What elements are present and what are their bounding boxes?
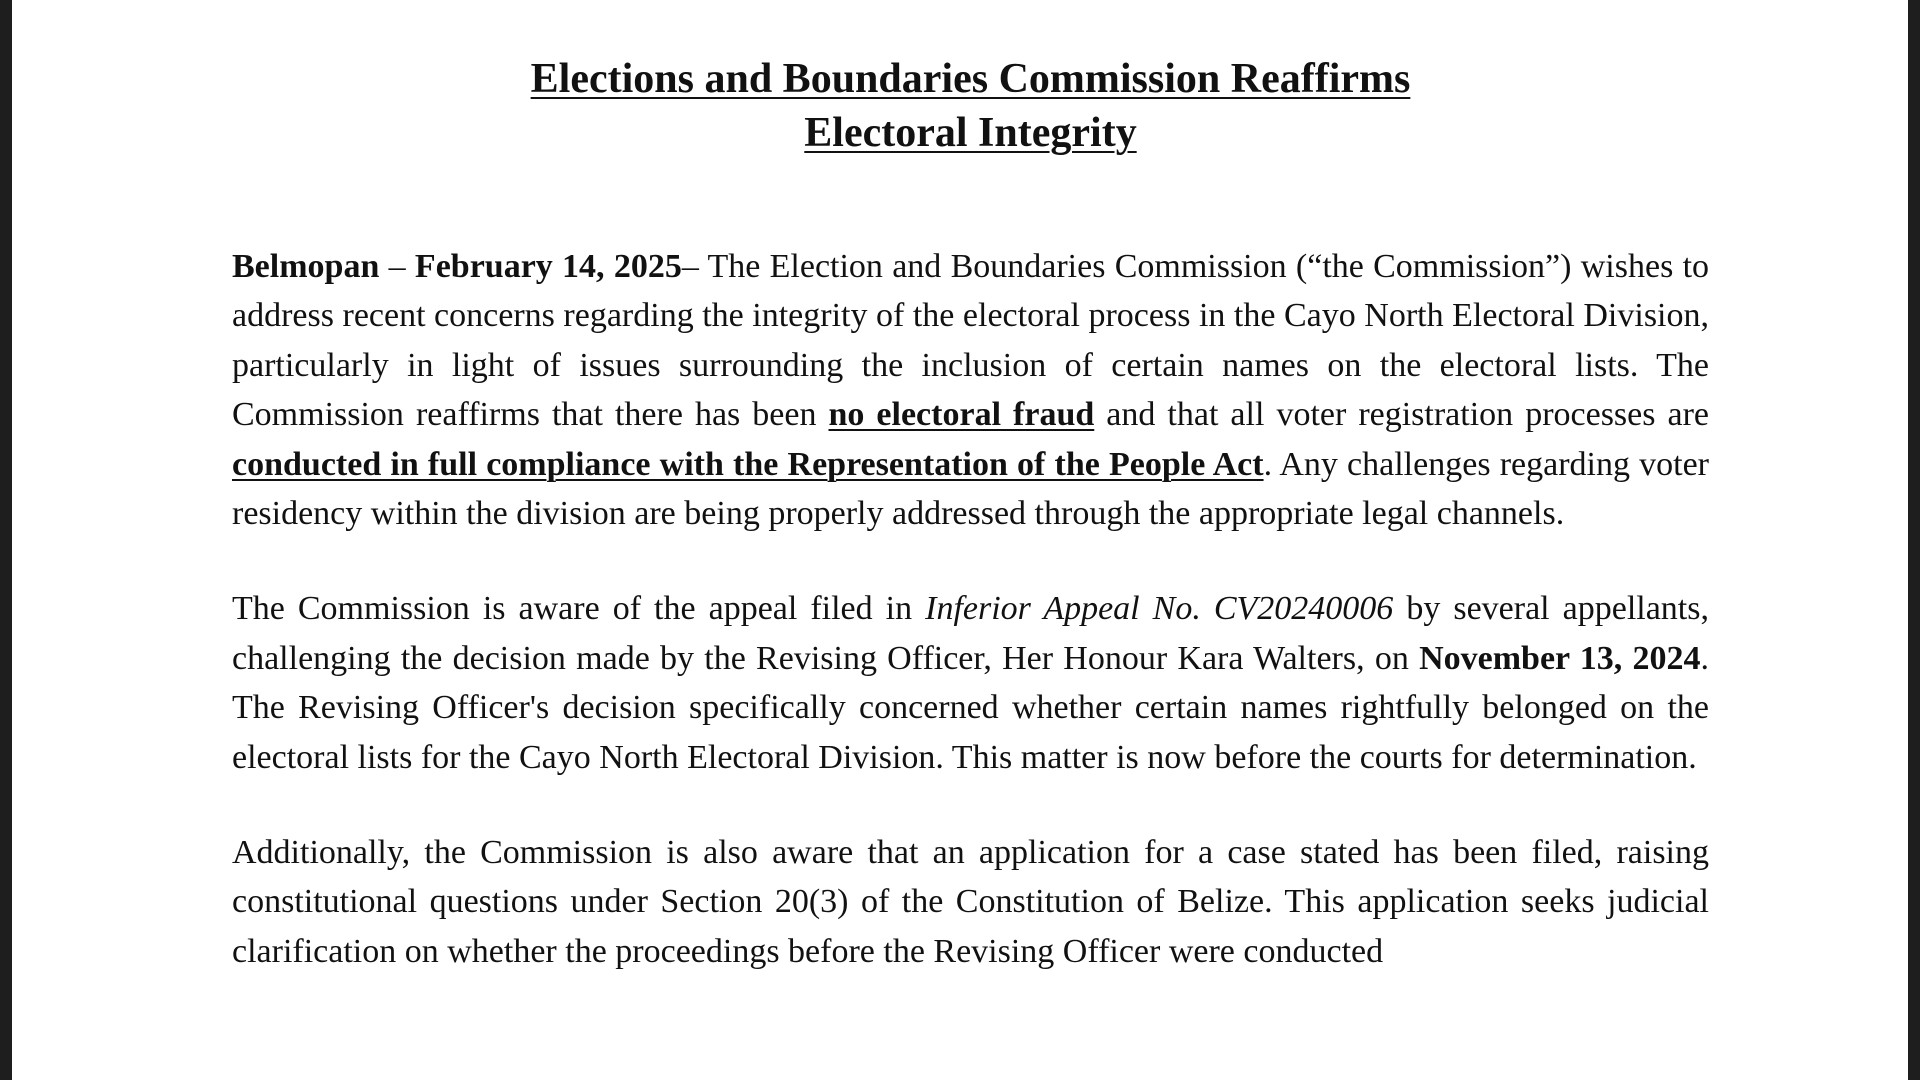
- paragraph-1-text-b: and that all voter registration processes are: [1094, 396, 1710, 434]
- paragraph-3: [232, 828, 1709, 976]
- emphasis-compliance: conducted in full compliance with the Representation of the People Act: [232, 445, 1264, 483]
- paragraph-2-text-a: The Commission is aware of the appeal filed in: [232, 590, 926, 628]
- paragraph-2-text-c: . The Revising Officer's decision specifically concerned whether certain names rightfully belonged on the electoral lists for the Cayo North Electoral Division. This matter is now before the courts for determination.: [232, 639, 1709, 776]
- document-content: [232, 0, 1709, 976]
- paragraph-1-text-c: . Any challenges regarding voter residency within the division are being properly addressed through the appropriate legal channels.: [232, 445, 1709, 533]
- document-page: [12, 0, 1908, 1080]
- decision-date: November 13, 2024: [1419, 639, 1701, 677]
- dateline-date: February 14, 2025: [414, 248, 682, 285]
- paragraph-2: [232, 584, 1709, 782]
- dateline-place: Belmopan: [232, 248, 380, 285]
- paragraph-3-text: Additionally, the Commission is also aware that an application for a case stated has been filed, raising constitutional questions under Section 20(3) of the Constitution of Belize. This application seeks judicial clarification on whether the proceedings before the Revising Officer were conducted: [232, 834, 1709, 970]
- paragraph-1: [232, 242, 1709, 538]
- paragraph-1-text-a: – The Election and Boundaries Commission (“the Commission”) wishes to address recent concerns regarding the integrity of the electoral process in the Cayo North Electoral Division, particularly in light of issues surrounding the inclusion of certain names on the electoral lists. The Commission reaffirms that there has been: [232, 248, 1710, 434]
- emphasis-no-electoral-fraud: no electoral fraud: [828, 396, 1095, 434]
- dateline-dash: –: [379, 248, 415, 285]
- document-title: [232, 52, 1709, 160]
- title-line-2: Electoral Integrity: [804, 110, 1137, 156]
- title-line-1: Elections and Boundaries Commission Reaffirms: [530, 56, 1411, 102]
- case-reference: Inferior Appeal No. CV20240006: [925, 590, 1394, 628]
- paragraph-2-text-b: by several appellants, challenging the decision made by the Revising Officer, Her Honour Kara Walters, on: [232, 590, 1709, 677]
